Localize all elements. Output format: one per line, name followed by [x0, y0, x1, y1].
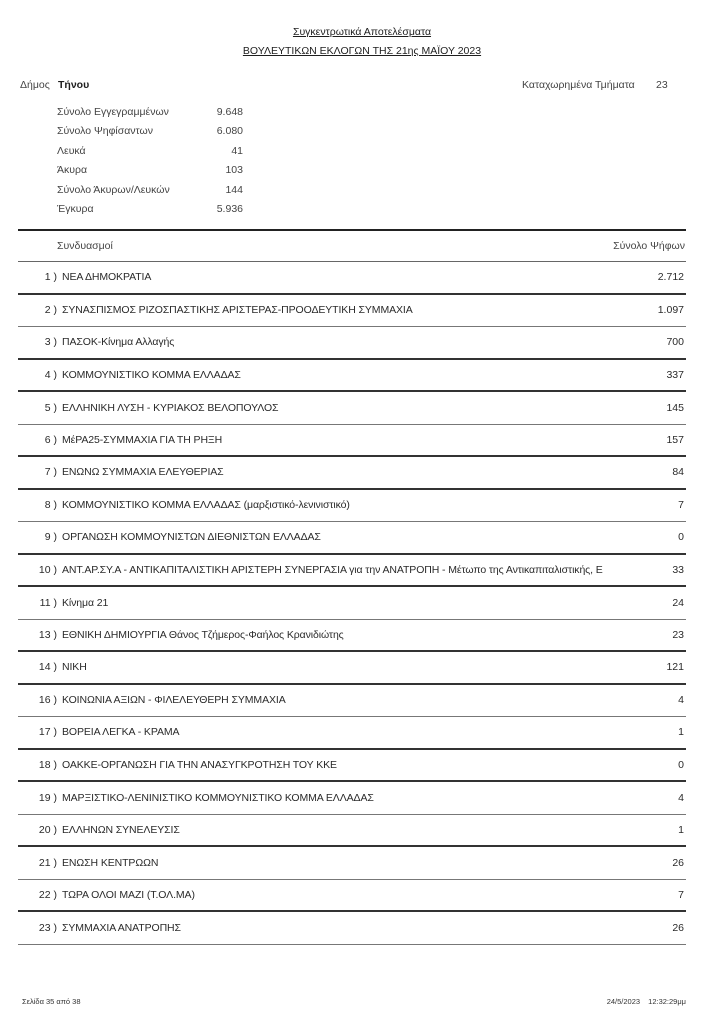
party-votes: 26 — [672, 921, 684, 934]
registered-sections-label: Καταχωρημένα Τμήματα — [522, 79, 635, 91]
row-number-cell — [18, 661, 57, 673]
row-number-cell — [18, 466, 57, 478]
party-votes: 0 — [678, 531, 684, 544]
table-row — [18, 425, 686, 458]
row-number: 18 ) — [38, 758, 57, 771]
party-name: Κίνημα 21 — [62, 596, 109, 609]
column-header-parties: Συνδυασμοί — [57, 240, 113, 252]
row-number-cell — [18, 369, 57, 381]
row-number: 8 ) — [44, 499, 57, 512]
row-number: 22 ) — [38, 888, 57, 901]
party-votes: 1 — [678, 823, 684, 836]
table-row — [18, 360, 686, 393]
table-row — [18, 327, 686, 360]
table-body — [18, 262, 686, 945]
stat-value: 9.648 — [216, 106, 243, 118]
party-name: ΕΘΝΙΚΗ ΔΗΜΙΟΥΡΓΙΑ Θάνος Τζήμερος-Φαήλος Κρανιδιώτης — [62, 628, 344, 641]
row-number: 11 ) — [39, 596, 57, 609]
party-name: ΒΟΡΕΙΑ ΛΕΓΚΑ - ΚΡΑΜΑ — [62, 726, 180, 739]
party-name: ΕΛΛΗΝΩΝ ΣΥΝΕΛΕΥΣΙΣ — [62, 823, 180, 836]
report-title: Συγκεντρωτικά Αποτελέσματα — [292, 26, 432, 38]
table-row — [18, 555, 686, 588]
row-number: 2 ) — [44, 304, 57, 317]
party-name: ΕΝΩΝΩ ΣΥΜΜΑΧΙΑ ΕΛΕΥΘΕΡΙΑΣ — [62, 466, 224, 479]
row-number: 5 ) — [44, 401, 57, 414]
stat-label: Σύνολο Άκυρων/Λευκών — [57, 183, 170, 196]
table-row — [18, 782, 686, 815]
party-votes: 33 — [672, 563, 684, 576]
party-name: ΜΑΡΞΙΣΤΙΚΟ-ΛΕΝΙΝΙΣΤΙΚΟ ΚΟΜΜΟΥΝΙΣΤΙΚΟ ΚΟΜΜΑ ΕΛΛΑΔΑΣ — [62, 791, 374, 804]
report-subtitle: ΒΟΥΛΕΥΤΙΚΩΝ ΕΚΛΟΓΩΝ ΤΗΣ 21ης ΜΑΪΟΥ 2023 — [242, 45, 482, 57]
row-number-cell — [18, 336, 57, 348]
row-number: 16 ) — [38, 694, 57, 707]
row-number: 14 ) — [38, 661, 57, 674]
stat-voted — [57, 125, 243, 144]
table-row — [18, 620, 686, 653]
table-row — [18, 262, 686, 295]
table-row — [18, 815, 686, 848]
party-votes: 7 — [678, 499, 684, 512]
party-name: ΑΝΤ.ΑΡ.ΣΥ.Α - ΑΝΤΙΚΑΠΙΤΑΛΙΣΤΙΚΗ ΑΡΙΣΤΕΡΗ ΣΥΝΕΡΓΑΣΙΑ για την ΑΝΑΤΡΟΠΗ - Μέτωπο της Αντικαπιταλιστικής, Ε — [62, 563, 603, 576]
party-name: ΜέΡΑ25-ΣΥΜΜΑΧΙΑ ΓΙΑ ΤΗ ΡΗΞΗ — [62, 433, 223, 446]
stat-invalid — [57, 164, 243, 183]
row-number: 10 ) — [38, 563, 57, 576]
table-row — [18, 392, 686, 425]
party-name: ΣΥΝΑΣΠΙΣΜΟΣ ΡΙΖΟΣΠΑΣΤΙΚΗΣ ΑΡΙΣΤΕΡΑΣ-ΠΡΟΟΔΕΥΤΙΚΗ ΣΥΜΜΑΧΙΑ — [62, 304, 413, 317]
row-number-cell — [18, 922, 57, 934]
row-number-cell — [18, 434, 57, 446]
table-row — [18, 880, 686, 913]
party-votes: 4 — [678, 791, 684, 804]
page-number: Σελίδα 35 από 38 — [22, 997, 81, 1006]
summary-stats — [57, 106, 243, 222]
print-timestamp — [607, 997, 686, 1006]
row-number-cell — [18, 759, 57, 771]
stat-label: Σύνολο Ψηφίσαντων — [57, 125, 153, 138]
column-header-votes: Σύνολο Ψήφων — [613, 240, 685, 252]
party-name: ΚΟΜΜΟΥΝΙΣΤΙΚΟ ΚΟΜΜΑ ΕΛΛΑΔΑΣ — [62, 368, 241, 381]
table-row — [18, 685, 686, 718]
party-votes: 121 — [666, 661, 684, 674]
table-row — [18, 457, 686, 490]
row-number-cell — [18, 499, 57, 511]
party-name: ΕΝΩΣΗ ΚΕΝΤΡΩΩΝ — [62, 856, 159, 869]
party-name: ΝΙΚΗ — [62, 661, 87, 674]
party-votes: 700 — [666, 336, 684, 349]
table-row — [18, 847, 686, 880]
row-number: 13 ) — [38, 628, 57, 641]
results-table — [18, 229, 686, 945]
row-number-cell — [18, 564, 57, 576]
table-row — [18, 750, 686, 783]
row-number-cell — [18, 694, 57, 706]
row-number-cell — [18, 597, 57, 609]
party-votes: 145 — [666, 401, 684, 414]
party-votes: 84 — [672, 466, 684, 479]
stat-value: 5.936 — [216, 202, 243, 215]
table-header — [18, 231, 686, 262]
party-votes: 2.712 — [657, 271, 684, 284]
party-name: ΝΕΑ ΔΗΜΟΚΡΑΤΙΑ — [62, 271, 152, 284]
stat-value: 6.080 — [216, 125, 243, 138]
table-row — [18, 295, 686, 328]
table-row — [18, 717, 686, 750]
row-number: 1 ) — [44, 271, 57, 284]
party-name: ΠΑΣΟΚ-Κίνημα Αλλαγής — [62, 336, 175, 349]
row-number-cell — [18, 857, 57, 869]
print-time: 12:32:29μμ — [648, 997, 686, 1006]
row-number: 4 ) — [44, 368, 57, 381]
stat-value: 41 — [231, 144, 243, 157]
municipality-name: Τήνου — [58, 79, 90, 91]
stat-label: Λευκά — [57, 144, 86, 157]
party-name: ΚΟΙΝΩΝΙΑ ΑΞΙΩΝ - ΦΙΛΕΛΕΥΘΕΡΗ ΣΥΜΜΑΧΙΑ — [62, 694, 286, 707]
row-number-cell — [18, 531, 57, 543]
party-votes: 7 — [678, 888, 684, 901]
party-name: ΕΛΛΗΝΙΚΗ ΛΥΣΗ - ΚΥΡΙΑΚΟΣ ΒΕΛΟΠΟΥΛΟΣ — [62, 401, 279, 414]
table-row — [18, 912, 686, 945]
table-row — [18, 490, 686, 523]
row-number: 21 ) — [38, 856, 57, 869]
row-number-cell — [18, 792, 57, 804]
row-number-cell — [18, 629, 57, 641]
row-number: 6 ) — [44, 433, 57, 446]
row-number: 17 ) — [38, 726, 57, 739]
row-number: 20 ) — [38, 823, 57, 836]
stat-invalid-blank-total — [57, 184, 243, 203]
stat-label: Σύνολο Εγγεγραμμένων — [57, 106, 169, 118]
party-votes: 0 — [678, 758, 684, 771]
party-votes: 157 — [666, 433, 684, 446]
party-name: ΤΩΡΑ ΟΛΟΙ ΜΑΖΙ (Τ.ΟΛ.ΜΑ) — [62, 888, 195, 901]
stat-label: Έγκυρα — [57, 202, 94, 215]
stat-registered — [57, 106, 243, 125]
row-number: 3 ) — [44, 336, 57, 349]
party-votes: 337 — [666, 368, 684, 381]
table-row — [18, 522, 686, 555]
party-votes: 23 — [672, 628, 684, 641]
table-row — [18, 652, 686, 685]
row-number: 19 ) — [38, 791, 57, 804]
party-votes: 4 — [678, 694, 684, 707]
party-name: ΟΡΓΑΝΩΣΗ ΚΟΜΜΟΥΝΙΣΤΩΝ ΔΙΕΘΝΙΣΤΩΝ ΕΛΛΑΔΑΣ — [62, 531, 321, 544]
stat-value: 103 — [225, 164, 243, 177]
stat-label: Άκυρα — [57, 164, 88, 177]
row-number-cell — [18, 304, 57, 316]
row-number-cell — [18, 402, 57, 414]
row-number: 23 ) — [38, 921, 57, 934]
registered-sections-value: 23 — [656, 79, 668, 91]
stat-value: 144 — [225, 183, 243, 196]
party-votes: 1 — [678, 726, 684, 739]
party-name: ΣΥΜΜΑΧΙΑ ΑΝΑΤΡΟΠΗΣ — [62, 921, 181, 934]
party-votes: 26 — [672, 856, 684, 869]
row-number-cell — [18, 271, 57, 283]
party-name: ΚΟΜΜΟΥΝΙΣΤΙΚΟ ΚΟΜΜΑ ΕΛΛΑΔΑΣ (μαρξιστικό-λενινιστικό) — [62, 499, 350, 512]
stat-valid — [57, 203, 243, 222]
row-number: 9 ) — [44, 531, 57, 544]
stat-blank — [57, 145, 243, 164]
row-number: 7 ) — [44, 466, 57, 479]
table-row — [18, 587, 686, 620]
row-number-cell — [18, 726, 57, 738]
party-votes: 1.097 — [657, 304, 684, 317]
row-number-cell — [18, 889, 57, 901]
row-number-cell — [18, 824, 57, 836]
municipality-label: Δήμος — [20, 79, 50, 91]
party-name: ΟΑΚΚΕ-ΟΡΓΑΝΩΣΗ ΓΙΑ ΤΗΝ ΑΝΑΣΥΓΚΡΟΤΗΣΗ ΤΟΥ ΚΚΕ — [62, 758, 337, 771]
print-date: 24/5/2023 — [606, 997, 641, 1006]
party-votes: 24 — [672, 596, 684, 609]
